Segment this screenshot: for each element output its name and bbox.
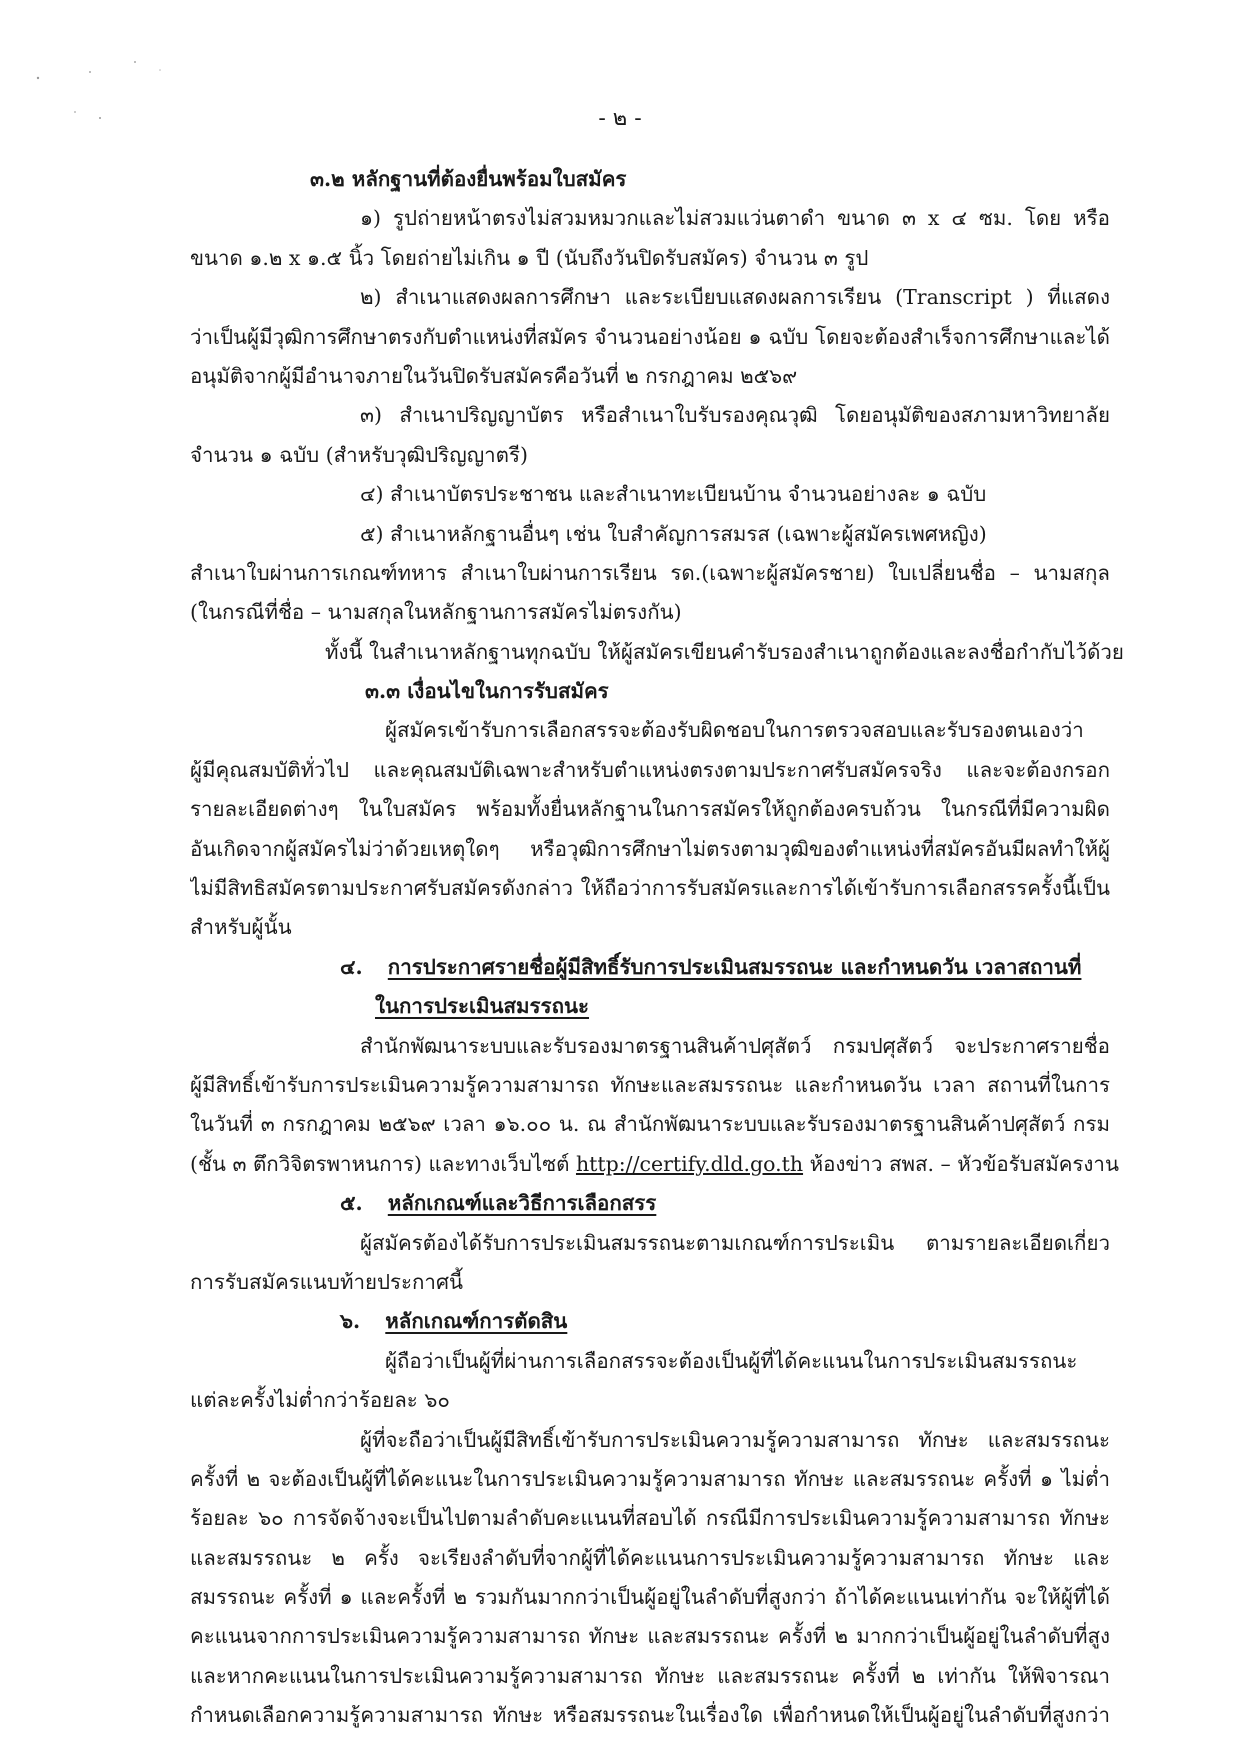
section-5-title: หลักเกณฑ์และวิธีการเลือกสรร	[387, 1191, 657, 1216]
selection-line-2: การรับสมัครแนบท้ายประกาศนี้	[190, 1269, 463, 1294]
ranking-line-5: สมรรถนะ ครั้งที่ ๑ และครั้งที่ ๒ รวมกันมากกว่าเป็นผู้อยู่ในลำดับที่สูงกว่า ถ้าได้คะแนนเท่ากัน จะให้ผู้ที่ได้	[190, 1585, 1110, 1610]
item-3-line-2: จำนวน ๑ ฉบับ (สำหรับวุฒิปริญญาตรี)	[190, 442, 528, 467]
section-3-2-heading: ๓.๒ หลักฐานที่ต้องยื่นพร้อมใบสมัคร	[310, 167, 627, 191]
item-5-line-1: ๕) สำเนาหลักฐานอื่นๆ เช่น ใบสำคัญการสมรส (เฉพาะผู้สมัครเพศหญิง)	[360, 521, 987, 546]
item-1-line-1: ๑) รูปถ่ายหน้าตรงไม่สวมหมวกและไม่สวมแว่นตาดำ ขนาด ๓ x ๔ ซม. โดย หรือ	[360, 206, 1110, 231]
ranking-line-8: กำหนดเลือกความรู้ความสามารถ ทักษะ หรือสมรรถนะในเรื่องใด เพื่อกำหนดให้เป็นผู้อยู่ในลำดับที่สูงกว่า	[190, 1703, 1110, 1728]
announcement-line-1: สำนักพัฒนาระบบและรับรองมาตรฐานสินค้าปศุสัตว์ กรมปศุสัตว์ จะประกาศรายชื่อ	[360, 1033, 1110, 1058]
conditions-line-6: สำหรับผู้นั้น	[190, 915, 292, 940]
section-4-heading	[190, 948, 1110, 987]
section-5-heading	[190, 1184, 1110, 1223]
conditions-line-2: ผู้มีคุณสมบัติทั่วไป และคุณสมบัติเฉพาะสำหรับตำแหน่งตรงตามประกาศรับสมัครจริง และจะต้องกรอก	[190, 757, 1110, 782]
page-number: - ๒ -	[598, 106, 642, 131]
announcement-line-3: ในวันที่ ๓ กรกฎาคม ๒๕๖๙ เวลา ๑๖.๐๐ น. ณ สำนักพัฒนาระบบและรับรองมาตรฐานสินค้าปศุสัตว์ กรม	[190, 1112, 1110, 1137]
item-5-line-3: (ในกรณีที่ชื่อ – นามสกุลในหลักฐานการสมัครไม่ตรงกัน)	[190, 600, 682, 625]
section-6-title: หลักเกณฑ์การตัดสิน	[385, 1309, 568, 1334]
section-3-3-heading: ๓.๓ เงื่อนไขในการรับสมัคร	[365, 679, 609, 704]
ranking-line-6: คะแนนจากการประเมินความรู้ความสามารถ ทักษะ และสมรรถนะ ครั้งที่ ๒ มากกว่าเป็นผู้อยู่ในลำดับที่สูง	[190, 1624, 1110, 1649]
website-link[interactable]: http://certify.dld.go.th	[575, 1151, 804, 1176]
section-4-number: ๔.	[340, 954, 363, 979]
announcement-line-2: ผู้มีสิทธิ์เข้ารับการประเมินความรู้ความสามารถ ทักษะและสมรรถนะ และกำหนดวัน เวลา สถานที่ในการ	[190, 1072, 1110, 1097]
section-6-number: ๖.	[340, 1309, 361, 1334]
conditions-line-1: ผู้สมัครเข้ารับการเลือกสรรจะต้องรับผิดชอบในการตรวจสอบและรับรองตนเองว่า	[385, 718, 1084, 743]
ranking-line-7: และหากคะแนนในการประเมินความรู้ความสามารถ ทักษะ และสมรรถนะ ครั้งที่ ๒ เท่ากัน ให้พิจารณา	[190, 1663, 1110, 1688]
ranking-line-2: ครั้งที่ ๒ จะต้องเป็นผู้ที่ได้คะแนะในการประเมินความรู้ความสามารถ ทักษะ และสมรรถนะ ครั้งที่ ๑ ไม่ต่ำ	[190, 1466, 1110, 1491]
judging-line-2: แต่ละครั้งไม่ต่ำกว่าร้อยละ ๖๐	[190, 1388, 450, 1413]
section-4-title-line-2: ในการประเมินสมรรถนะ	[375, 994, 590, 1019]
judging-line-1: ผู้ถือว่าเป็นผู้ที่ผ่านการเลือกสรรจะต้องเป็นผู้ที่ได้คะแนนในการประเมินสมรรถนะ	[385, 1348, 1078, 1373]
item-2-line-3: อนุมัติจากผู้มีอำนาจภายในวันปิดรับสมัครคือวันที่ ๒ กรกฎาคม ๒๕๖๙	[190, 363, 798, 388]
item-1-line-2: ขนาด ๑.๒ x ๑.๕ นิ้ว โดยถ่ายไม่เกิน ๑ ปี (นับถึงวันปิดรับสมัคร) จำนวน ๓ รูป	[190, 245, 869, 270]
ranking-line-4: และสมรรถนะ ๒ ครั้ง จะเรียงลำดับที่จากผู้ที่ได้คะแนนการประเมินความรู้ความสามารถ ทักษะ และ	[190, 1545, 1110, 1570]
item-5-line-2: สำเนาใบผ่านการเกณฑ์ทหาร สำเนาใบผ่านการเรียน รด.(เฉพาะผู้สมัครชาย) ใบเปลี่ยนชื่อ – นามสกุล	[190, 560, 1110, 585]
certify-copies-note: ทั้งนี้ ในสำเนาหลักฐานทุกฉบับ ให้ผู้สมัครเขียนคำรับรองสำเนาถูกต้องและลงชื่อกำกับไว้ด้วย	[325, 639, 1124, 664]
document-body	[190, 160, 1124, 1736]
item-2-line-1: ๒) สำเนาแสดงผลการศึกษา และระเบียบแสดงผลการเรียน (Transcript ) ที่แสดง	[360, 285, 1110, 310]
section-4-title-line-2-row	[190, 987, 1110, 1026]
announcement-line-4-tail: ห้องข่าว สพส. – หัวข้อรับสมัครงาน	[809, 1151, 1119, 1176]
conditions-line-4: อันเกิดจากผู้สมัครไม่ว่าด้วยเหตุใดๆ หรือวุฒิการศึกษาไม่ตรงตามวุฒิของตำแหน่งที่สมัครอันมีผลทำให้ผู้	[190, 836, 1110, 861]
announcement-line-4	[190, 1145, 1119, 1184]
ranking-line-1: ผู้ที่จะถือว่าเป็นผู้มีสิทธิ์เข้ารับการประเมินความรู้ความสามารถ ทักษะ และสมรรถนะ	[360, 1427, 1110, 1452]
conditions-line-3: รายละเอียดต่างๆ ในใบสมัคร พร้อมทั้งยื่นหลักฐานในการสมัครให้ถูกต้องครบถ้วน ในกรณีที่มีความผิด	[190, 797, 1110, 822]
conditions-line-5: ไม่มีสิทธิสมัครตามประกาศรับสมัครดังกล่าว ให้ถือว่าการรับสมัครและการได้เข้ารับการเลือกสรรครั้งนี้เป็น	[190, 876, 1110, 901]
item-3-line-1: ๓) สำเนาปริญญาบัตร หรือสำเนาใบรับรองคุณวุฒิ โดยอนุมัติของสภามหาวิทยาลัย	[360, 403, 1110, 428]
item-2-line-2: ว่าเป็นผู้มีวุฒิการศึกษาตรงกับตำแหน่งที่สมัคร จำนวนอย่างน้อย ๑ ฉบับ โดยจะต้องสำเร็จการศึกษาและได้	[190, 324, 1110, 349]
section-4-title-line-1: การประกาศรายชื่อผู้มีสิทธิ์รับการประเมินสมรรถนะ และกำหนดวัน เวลาสถานที่	[387, 954, 1082, 979]
ranking-line-3: ร้อยละ ๖๐ การจัดจ้างจะเป็นไปตามลำดับคะแนนที่สอบได้ กรณีมีการประเมินความรู้ความสามารถ ทักษะ	[190, 1506, 1110, 1531]
announcement-line-4-text: (ชั้น ๓ ตึกวิจิตรพาหนการ) และทางเว็บไซต์	[190, 1151, 570, 1176]
item-4-line-1: ๔) สำเนาบัตรประชาชน และสำเนาทะเบียนบ้าน จำนวนอย่างละ ๑ ฉบับ	[360, 482, 987, 507]
section-6-heading	[190, 1302, 1110, 1341]
section-5-number: ๕.	[340, 1191, 363, 1216]
selection-line-1: ผู้สมัครต้องได้รับการประเมินสมรรถนะตามเกณฑ์การประเมิน ตามรายละเอียดเกี่ยว	[360, 1230, 1110, 1255]
